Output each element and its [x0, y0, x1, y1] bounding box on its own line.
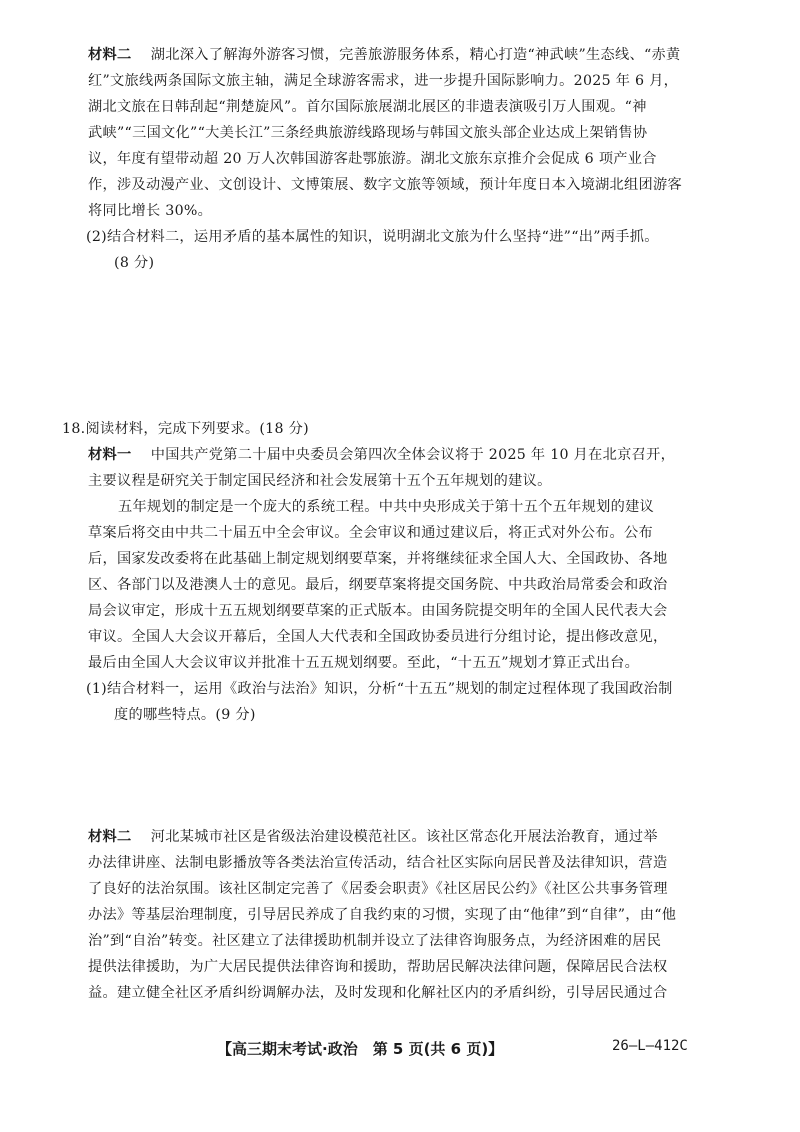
material-label: 材料二	[88, 47, 132, 63]
text-line: 红”文旅线两条国际文旅主轴，满足全球游客需求，进一步提升国际影响力。2025 年 6 月，	[88, 73, 679, 89]
question-score: (8 分)	[114, 255, 155, 271]
material-label: 材料二	[88, 829, 132, 845]
text-line: 草案后将交由中共二十届五中全会审议。全会审议和通过建议后，将正式对外公布。公布	[88, 525, 654, 541]
footer-page-info: 【高三期末考试·政治 第 5 页(共 6 页)】	[217, 1040, 504, 1058]
text-line: 作，涉及动漫产业、文创设计、文博策展、数字文旅等领域，预计年度日本入境湖北组团游客	[88, 177, 682, 193]
text-line: 治”到“自治”转变。社区建立了法律援助机制并设立了法律咨询服务点，为经济困难的居民	[88, 933, 662, 949]
text-line: 益。建立健全社区矛盾纠纷调解办法，及时发现和化解社区内的矛盾纠纷，引导居民通过合	[88, 985, 668, 1001]
material-two-hubei	[88, 42, 728, 276]
text-line: 提供法律援助，为广大居民提供法律咨询和援助，帮助居民解决法律问题，保障居民合法权	[88, 959, 668, 975]
text-line: 湖北深入了解海外游客习惯，完善旅游服务体系，精心打造“神武峡”生态线、“赤黄	[150, 47, 681, 63]
text-line: 主要议程是研究关于制定国民经济和社会发展第十五个五年规划的建议。	[88, 473, 552, 489]
text-line: 审议。全国人大会议开幕后，全国人大代表和全国政协委员进行分组讨论，提出修改意见，	[88, 629, 668, 645]
text-line: 最后由全国人大会议审议并批准十五五规划纲要。至此，“十五五”规划才算正式出台。	[88, 655, 640, 671]
question-line: 度的哪些特点。(9 分)	[114, 707, 256, 723]
text-line: 办法律讲座、法制电影播放等各类法治宣传活动，结合社区实际向居民普及法律知识，营造	[88, 855, 668, 871]
footer-code: 26—L—412C	[612, 1038, 688, 1054]
text-line: 办法》等基层治理制度，引导居民养成了自我约束的习惯，实现了由“他律”到“自律”，由“他	[88, 907, 677, 923]
text-line: 了良好的法治氛围。该社区制定完善了《居委会职责》《社区居民公约》《社区公共事务管理	[88, 881, 668, 897]
text-line: 局会议审定，形成十五五规划纲要草案的正式版本。由国务院提交明年的全国人民代表大会	[88, 603, 668, 619]
question-heading: 18.阅读材料，完成下列要求。(18 分)	[62, 421, 309, 437]
page-footer	[0, 1038, 800, 1068]
text-line: 五年规划的制定是一个庞大的系统工程。中共中央形成关于第十五个五年规划的建议	[118, 499, 655, 515]
text-line: 区、各部门以及港澳人士的意见。最后，纲要草案将提交国务院、中共政治局常委会和政治	[88, 577, 668, 593]
question-line: (2)结合材料二，运用矛盾的基本属性的知识，说明湖北文旅为什么坚持“进”“出”两手抓。	[86, 229, 659, 245]
text-line: 中国共产党第二十届中央委员会第四次全体会议将于 2025 年 10 月在北京召开，	[150, 447, 676, 463]
text-line: 湖北文旅在日韩刮起“荆楚旋风”。首尔国际旅展湖北展区的非遗表演吸引万人围观。“神	[88, 99, 647, 115]
text-line: 议，年度有望带动超 20 万人次韩国游客赴鄂旅游。湖北文旅东京推介会促成 6 项产业合	[88, 151, 657, 167]
text-line: 后，国家发改委将在此基础上制定规划纲要草案，并将继续征求全国人大、全国政协、各地	[88, 551, 668, 567]
question-line: (1)结合材料一，运用《政治与法治》知识，分析“十五五”规划的制定过程体现了我国政治制	[86, 681, 673, 697]
text-line: 武峡”“三国文化”“大美长江”三条经典旅游线路现场与韩国文旅头部企业达成上架销售协	[88, 125, 648, 141]
text-line: 河北某城市社区是省级法治建设模范社区。该社区常态化开展法治教育，通过举	[150, 829, 658, 845]
text-line: 将同比增长 30%。	[88, 203, 213, 219]
material-two-hebei	[88, 824, 728, 1006]
material-label: 材料一	[88, 447, 132, 463]
question-18	[62, 416, 728, 728]
